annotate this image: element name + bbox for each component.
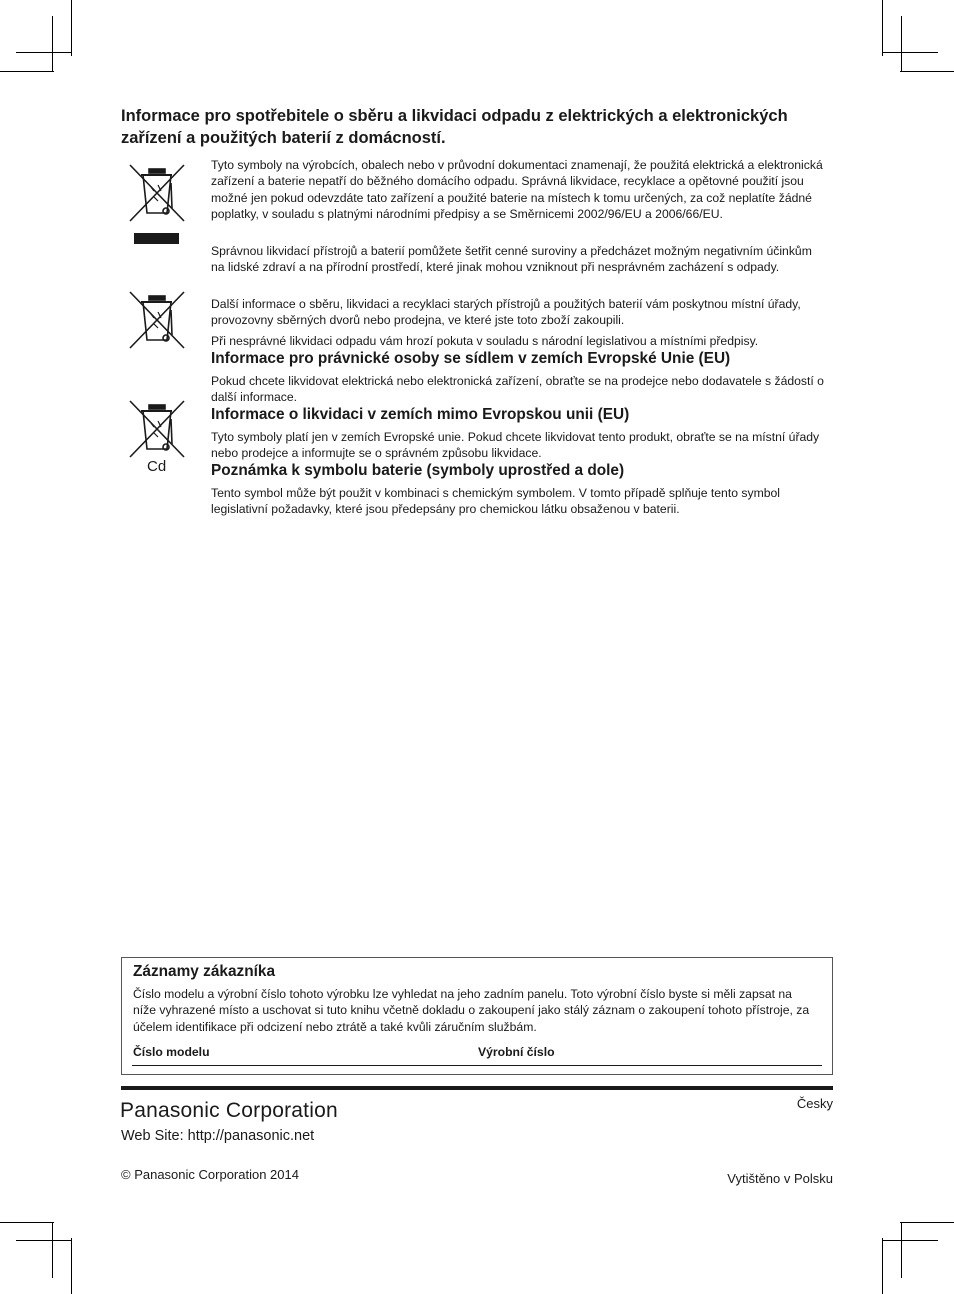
crop-mark bbox=[52, 16, 53, 72]
paragraph-more-info: Další informace o sběru, likvidaci a recyklaci starých přístrojů a použitých baterií vám poskytnou místní úřady, provozovny sběrných dvorů nebo prodejna, ve které jste toto zboží zakoupili. bbox=[211, 297, 801, 328]
paragraph-battery-note: Tento symbol může být použit v kombinaci s chemickým symbolem. V tomto případě splňuje tento symbol legislativní požadavky, které jsou předepsány pro chemickou látku obsaženou v baterii. bbox=[211, 486, 780, 517]
customer-records-box bbox=[121, 957, 833, 1075]
crop-mark bbox=[901, 16, 902, 72]
crop-mark bbox=[882, 0, 883, 56]
crop-mark bbox=[0, 71, 54, 72]
heading-outside-eu: Informace o likvidaci v zemích mimo Evropskou unii (EU) bbox=[211, 406, 630, 423]
crop-mark bbox=[16, 1240, 72, 1241]
copyright-text: © Panasonic Corporation 2014 bbox=[121, 1167, 299, 1182]
crop-mark bbox=[882, 1238, 883, 1294]
paragraph-eu-business: Pokud chcete likvidovat elektrická nebo elektronická zařízení, obraťte se na prodejce nebo dodavatele s žádostí o další informace. bbox=[211, 374, 824, 405]
crop-mark bbox=[52, 1222, 53, 1278]
corporation-logo: Panasonic Corporation bbox=[120, 1099, 338, 1122]
printed-in-text: Vytištěno v Polsku bbox=[727, 1171, 833, 1186]
paragraph-symbols-meaning: Tyto symboly na výrobcích, obalech nebo v průvodní dokumentaci znamenají, že použitá elektrická a elektronická zařízení a baterie nepatří do běžného domácího odpadu. Správná likvidace, recyklace a opětovné použití jsou možné jen pokud odevzdáte tato zařízení a použité baterie na místech k tomu určených, za což neplatíte žádné poplatky, v souladu s platnými národními předpisy a se Směrnicemi 2002/96/EU a 2006/66/EU. bbox=[211, 158, 823, 222]
language-label: Česky bbox=[796, 1096, 833, 1111]
crossed-out-wheeled-bin-icon bbox=[128, 399, 186, 459]
heading-battery-note: Poznámka k symbolu baterie (symboly uprostřed a dole) bbox=[211, 462, 625, 479]
website-text: Web Site: http://panasonic.net bbox=[121, 1128, 315, 1144]
crop-mark bbox=[900, 1222, 954, 1223]
customer-records-text: Číslo modelu a výrobní číslo tohoto výrobku lze vyhledat na jeho zadním panelu. Toto výrobní číslo byste si měli zapsat na níže vyhrazené místo a uschovat si tuto knihu včetně dokladu o zakoupení jako stálý záznam o zakoupení tohoto přístroje, za účelem identifikace při odcizení nebo ztrátě a také kvůli záručním službám. bbox=[133, 987, 810, 1034]
page-title: Informace pro spotřebitele o sběru a likvidaci odpadu z elektrických a elektronických zařízení a použitých baterií z domácností. bbox=[121, 107, 788, 147]
paragraph-penalty: Při nesprávné likvidaci odpadu vám hrozí pokuta v souladu s národní legislativou a místními předpisy. bbox=[211, 334, 759, 348]
separate-collection-bar bbox=[134, 233, 179, 244]
paragraph-benefits: Správnou likvidací přístrojů a baterií pomůžete šetřit cenné suroviny a předcházet možným negativním účinkům na lidské zdraví a na přírodní prostředí, které jinak mohou vzniknout při nesprávném zacházení s odpady. bbox=[211, 244, 812, 275]
write-in-line bbox=[132, 1065, 822, 1066]
footer-divider bbox=[121, 1086, 833, 1090]
crop-mark bbox=[16, 52, 72, 53]
customer-records-title: Záznamy zákazníka bbox=[133, 963, 276, 980]
model-number-label: Číslo modelu bbox=[133, 1045, 210, 1059]
crop-mark bbox=[901, 1222, 902, 1278]
crop-mark bbox=[882, 52, 938, 53]
crop-mark bbox=[71, 1238, 72, 1294]
heading-eu-business: Informace pro právnické osoby se sídlem v zemích Evropské Unie (EU) bbox=[211, 350, 731, 367]
crossed-out-wheeled-bin-icon bbox=[128, 290, 186, 350]
crossed-out-wheeled-bin-icon bbox=[128, 163, 186, 223]
cadmium-symbol: Cd bbox=[147, 458, 167, 475]
crop-mark bbox=[71, 0, 72, 56]
crop-mark bbox=[900, 71, 954, 72]
crop-mark bbox=[0, 1222, 54, 1223]
crop-mark bbox=[882, 1240, 938, 1241]
serial-number-label: Výrobní číslo bbox=[478, 1045, 555, 1059]
paragraph-outside-eu: Tyto symboly platí jen v zemích Evropské unie. Pokud chcete likvidovat tento produkt, obraťte se na místní úřady nebo prodejce a informujte se o správném způsobu likvidace. bbox=[211, 430, 820, 461]
